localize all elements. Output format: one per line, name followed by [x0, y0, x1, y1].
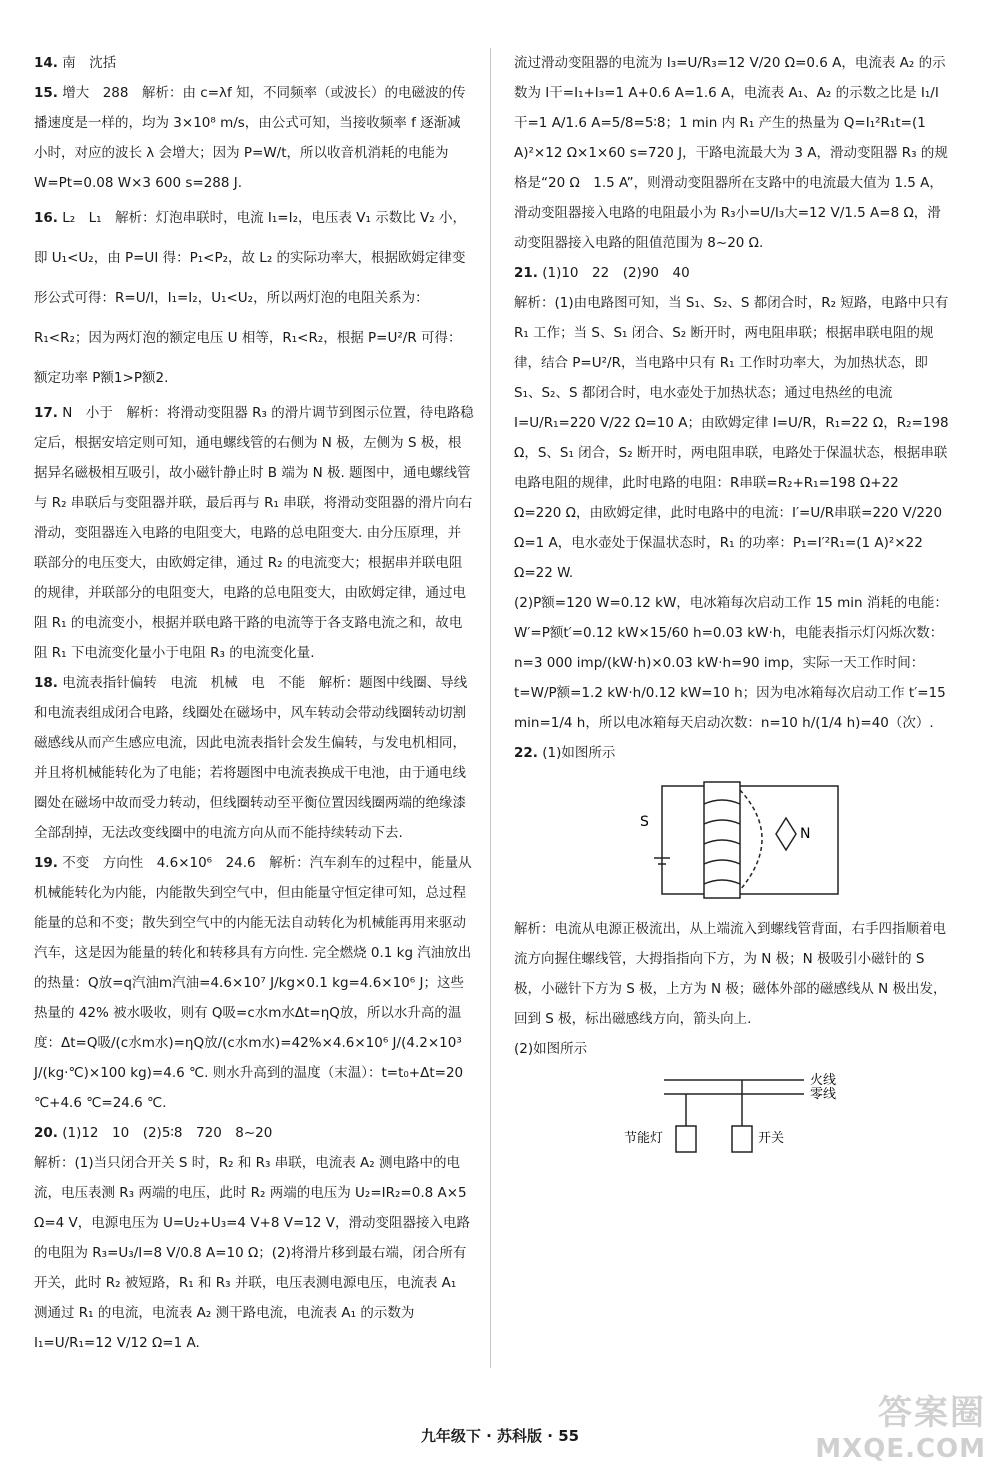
- right-column: [514, 48, 950, 1170]
- item-20-explanation: [34, 1148, 474, 1358]
- item-answer: N 小于: [62, 405, 127, 421]
- switch: [732, 1126, 752, 1152]
- item-number: 19.: [34, 855, 58, 871]
- item-explanation: 解析：由 c=λf 知，不同频率（或波长）的电磁波的传播速度是一样的，均为 3×10⁸ m/s，由公式可知，当接收频率 f 逐渐减小时，对应的波长 λ 会增大；因为 P=W/t，所以收音机消耗的电能为 W=Pt=0.08 W×3 600 s=288 J.: [34, 85, 466, 191]
- label-switch: 开关: [758, 1131, 785, 1146]
- item-22-part-2: [514, 1034, 950, 1064]
- solenoid-figure: [514, 774, 950, 904]
- wiring-diagram: [514, 1070, 950, 1164]
- item-20-continued: [514, 48, 950, 258]
- item-21-explanation-1: [514, 288, 950, 588]
- watermark-url: MXQE.COM: [815, 1434, 986, 1464]
- item-explanation: (2)P额=120 W=0.12 kW，电冰箱每次启动工作 15 min 消耗的电能：W′=P额t′=0.12 kW×15/60 h=0.03 kW·h，电能表指示灯闪烁次数：n=3 000 imp/(kW·h)×0.03 kW·h=90 imp，实际一天工作时间：t=W/P额=1.2 kW·h/0.12 kW=10 h；因为电冰箱每次启动工作 t′=15 min=1/4 h，所以电冰箱每天启动次数：n=10 h/(1/4 h)=40（次）.: [514, 595, 948, 731]
- item-explanation: 流过滑动变阻器的电流为 I₃=U/R₃=12 V/20 Ω=0.6 A，电流表 A₂ 的示数为 I干=I₁+I₃=1 A+0.6 A=1.6 A，电流表 A₁、A₂ 的示数之比是 I₁/I干=1 A/1.6 A=5/8=5∶8；1 min 内 R₁ 产生的热量为 Q=I₁²R₁t=(1 A)²×12 Ω×1×60 s=720 J，干路电流最大为 3 A，滑动变阻器 R₃ 的规格是“20 Ω 1.5 A”，则滑动变阻器所在支路中的电流最大值为 1.5 A，滑动变阻器接入电路的电阻最小为 R₃小=U/I₃大=12 V/1.5 A=8 Ω，滑动变阻器接入电路的阻值范围为 8~20 Ω.: [514, 55, 948, 251]
- left-column: [34, 48, 474, 1358]
- solenoid-diagram: [514, 774, 950, 908]
- item-number: 22.: [514, 745, 538, 761]
- item-15: [34, 78, 474, 198]
- item-explanation: 解析：灯泡串联时，电流 I₁=I₂，电压表 V₁ 示数比 V₂ 小，即 U₁<U₂，由 P=UI 得：P₁<P₂，故 L₂ 的实际功率大，根据欧姆定律变形公式可得：R=U/I，I₁=I₂，U₁<U₂，所以两灯泡的电阻关系为：R₁<R₂；因为两灯泡的额定电压 U 相等，R₁<R₂，根据 P=U²/R 可得：额定功率 P额1>P额2.: [34, 210, 466, 386]
- item-21-explanation-2: [514, 588, 950, 738]
- item-number: 20.: [34, 1125, 58, 1141]
- item-explanation: 解析：将滑动变阻器 R₃ 的滑片调节到图示位置，待电路稳定后，根据安培定则可知，通电螺线管的右侧为 N 极，左侧为 S 极，根据异名磁极相互吸引，故小磁针静止时 B 端为 N 极. 题图中，通电螺线管与 R₂ 串联后与变阻器并联，最后再与 R₁ 串联，将滑动变阻器的滑片向右滑动，变阻器连入电路的电阻变大，电路的总电阻变大. 由分压原理，并联部分的电压变大，由欧姆定律，通过 R₂ 的电流变大；根据串并联电阻的规律，并联部分的电阻变大，电路的总电阻变大，由欧姆定律，通过电阻 R₁ 的电流变小，根据并联电路干路的电流等于各支路电流之和，故电阻 R₁ 下电流变化量小于电阻 R₃ 的电流变化量.: [34, 405, 474, 661]
- field-line: [740, 790, 762, 890]
- item-explanation: 解析：(1)由电路图可知，当 S₁、S₂、S 都闭合时，R₂ 短路，电路中只有 R₁ 工作；当 S、S₁ 闭合、S₂ 断开时，两电阻串联；根据串联电阻的规律，结合 P=U²/R，当电路中只有 R₁ 工作时功率大，为加热状态，即 S₁、S₂、S 都闭合时，电水壶处于加热状态；通过电热丝的电流 I=U/R₁=220 V/22 Ω=10 A；由欧姆定律 I=U/R，R₁=22 Ω，R₂=198 Ω，S、S₁ 闭合，S₂ 断开时，两电阻串联，电路处于保温状态，根据串联电路电阻的规律，此时电路的电阻：R串联=R₂+R₁=198 Ω+22 Ω=220 Ω，由欧姆定律，此时电路中的电流：I′=U/R串联=220 V/220 Ω=1 A，电水壶处于保温状态时，R₁ 的功率：P₁=I′²R₁=(1 A)²×22 Ω=22 W.: [514, 295, 949, 581]
- label-lamp: 节能灯: [624, 1131, 664, 1146]
- item-21: [514, 258, 950, 288]
- item-number: 15.: [34, 85, 58, 101]
- item-number: 16.: [34, 210, 58, 226]
- item-answer: 南 沈括: [62, 55, 117, 71]
- item-14: [34, 48, 474, 78]
- item-answer: (2)如图所示: [514, 1041, 588, 1057]
- item-number: 21.: [514, 265, 538, 281]
- item-number: 18.: [34, 675, 58, 691]
- item-answer: (1)如图所示: [542, 745, 616, 761]
- item-number: 14.: [34, 55, 58, 71]
- item-20: [34, 1118, 474, 1148]
- item-explanation: 解析：汽车刹车的过程中，能量从机械能转化为内能，内能散失到空气中，但由能量守恒定律可知，总过程能量的总和不变；散失到空气中的内能无法自动转化为机械能再用来驱动汽车，这是因为能量的转化和转移具有方向性. 完全燃烧 0.1 kg 汽油放出的热量：Q放=q汽油m汽油=4.6×10⁷ J/kg×0.1 kg=4.6×10⁶ J；这些热量的 42% 被水吸收，则有 Q吸=c水m水Δt=ηQ放，所以水升高的温度：Δt=Q吸/(c水m水)=ηQ放/(c水m水)=42%×4.6×10⁶ J/(4.2×10³ J/(kg·℃)×100 kg)=4.6 ℃. 则水升高到的温度（末温）：t=t₀+Δt=20 ℃+4.6 ℃=24.6 ℃.: [34, 855, 472, 1111]
- compass-needle: [776, 818, 796, 850]
- label-live: 火线: [810, 1073, 837, 1088]
- label-neutral: 零线: [810, 1087, 837, 1102]
- item-answer: 不变 方向性 4.6×10⁶ 24.6: [62, 855, 270, 871]
- item-17: [34, 398, 474, 668]
- item-answer: 增大 288: [62, 85, 142, 101]
- column-divider: [490, 48, 491, 1368]
- page-footer: 九年级下 · 苏科版 · 55: [420, 1427, 580, 1445]
- item-18: [34, 668, 474, 848]
- label-n: N: [800, 826, 811, 842]
- lamp: [676, 1126, 696, 1152]
- item-answer: (1)12 10 (2)5∶8 720 8~20: [62, 1125, 273, 1141]
- item-22: [514, 738, 950, 768]
- item-explanation: 解析：电流从电源正极流出，从上端流入到螺线管背面，右手四指顺着电流方向握住螺线管，大拇指指向下方，为 N 极；N 极吸引小磁针的 S 极，小磁针下方为 S 极，上方为 N 极；磁体外部的磁感线从 N 极出发，回到 S 极，标出磁感线方向，箭头向上.: [514, 921, 947, 1027]
- watermark-logo: 答案圈: [878, 1393, 986, 1433]
- item-number: 17.: [34, 405, 58, 421]
- item-answer: L₂ L₁: [62, 210, 116, 226]
- item-answer: 电流表指针偏转 电流 机械 电 不能: [62, 675, 319, 691]
- item-22-explanation: [514, 914, 950, 1034]
- label-s: S: [640, 814, 649, 830]
- wiring-figure: [514, 1070, 950, 1160]
- item-explanation: 解析：(1)当只闭合开关 S 时，R₂ 和 R₃ 串联，电流表 A₂ 测电路中的电流，电压表测 R₃ 两端的电压，此时 R₂ 两端的电压为 U₂=IR₂=0.8 A×5 Ω=4 V，电源电压为 U=U₂+U₃=4 V+8 V=12 V，滑动变阻器接入电路的电阻为 R₃=U₃/I=8 V/0.8 A=10 Ω；(2)将滑片移到最右端，闭合所有开关，此时 R₂ 被短路，R₁ 和 R₃ 并联，电压表测电源电压，电流表 A₁ 测通过 R₁ 的电流，电流表 A₂ 测干路电流，电流表 A₁ 的示数为 I₁=U/R₁=12 V/12 Ω=1 A.: [34, 1155, 470, 1351]
- item-answer: (1)10 22 (2)90 40: [542, 265, 690, 281]
- item-16: [34, 198, 474, 398]
- watermark: [815, 1385, 986, 1464]
- item-explanation: 解析：题图中线圈、导线和电流表组成闭合电路，线圈处在磁场中，风车转动会带动线圈转动切割磁感线从而产生感应电流，因此电流表指针会发生偏转，与发电机相同，并且将机械能转化为了电能；若将题图中电流表换成干电池，由于通电线圈处在磁场中故而受力转动，但线圈转动至平衡位置因线圈两端的绝缘漆全部刮掉，无法改变线圈中的电流方向从而不能持续转动下去.: [34, 675, 468, 841]
- item-19: [34, 848, 474, 1118]
